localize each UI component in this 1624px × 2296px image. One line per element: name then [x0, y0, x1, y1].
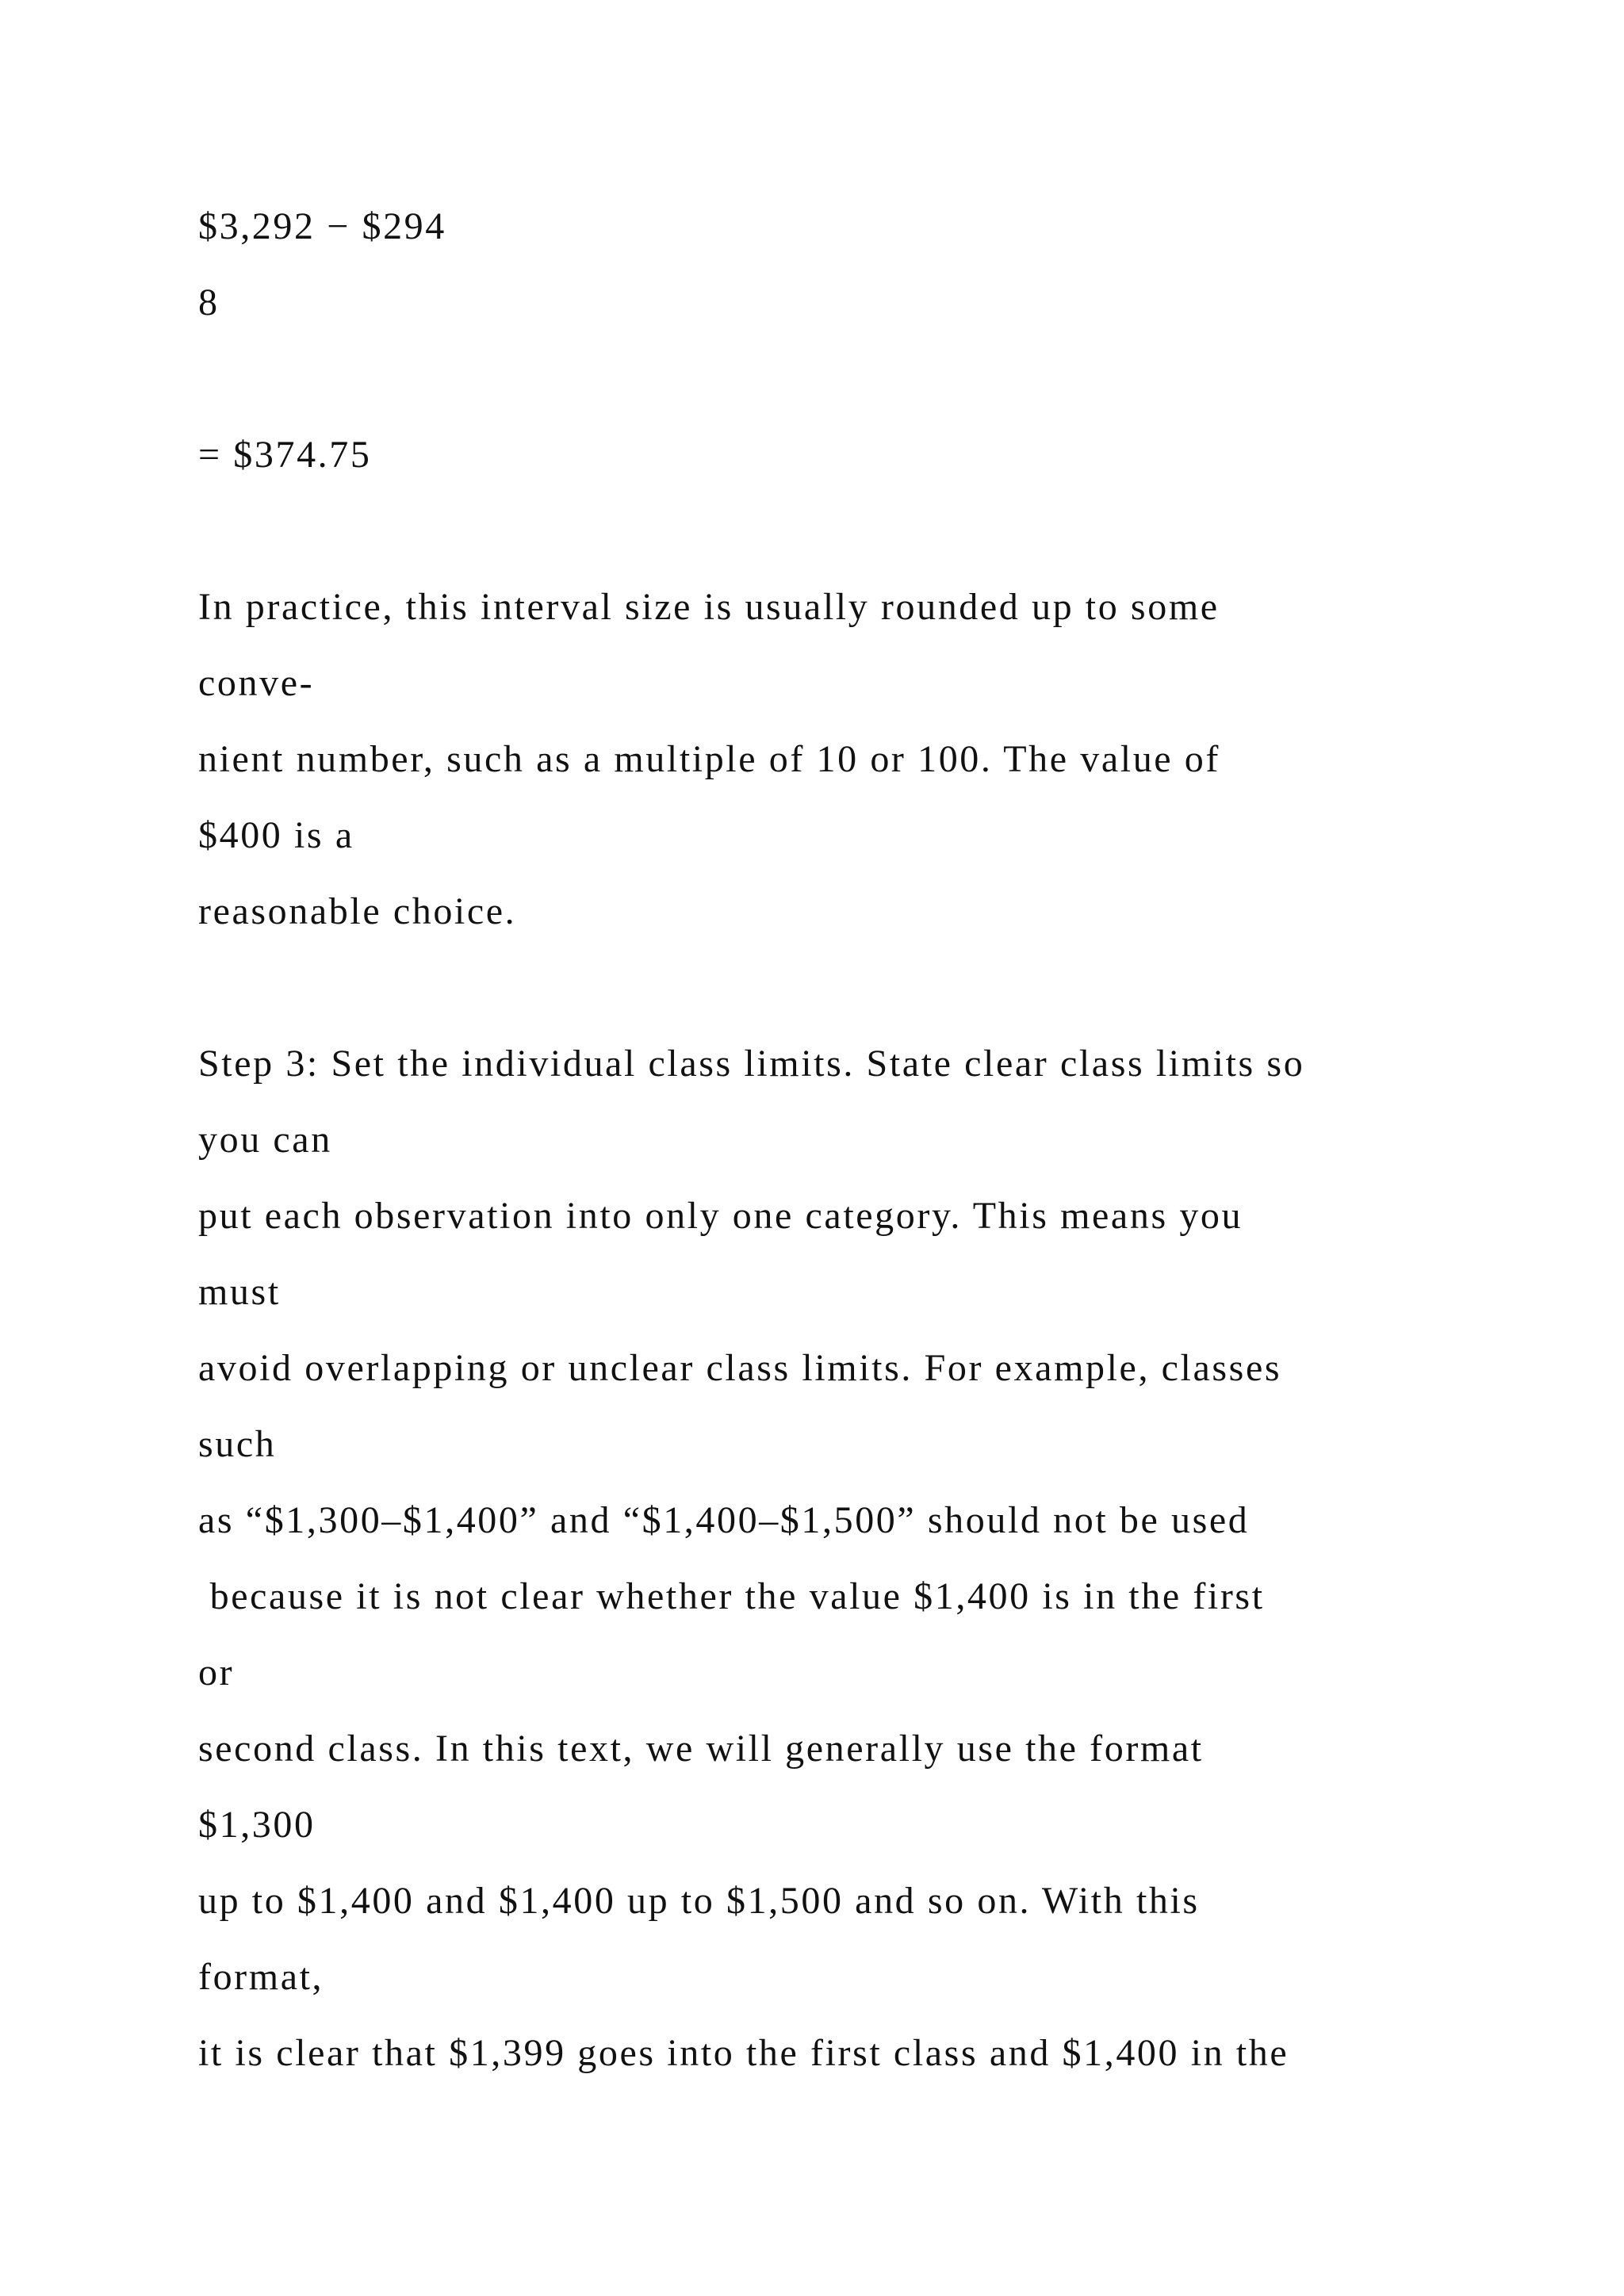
text-line: In practice, this interval size is usually rounded up to some	[198, 586, 1220, 628]
blank-line	[198, 493, 1546, 569]
text-line: up to $1,400 and $1,400 up to $1,500 and so on. With this	[198, 1880, 1200, 1922]
text-line: because it is not clear whether the value $1,400 is in the first	[198, 1575, 1265, 1617]
text-line: you can	[198, 1119, 332, 1161]
blank-line	[198, 341, 1546, 417]
text-line: $1,300	[198, 1804, 316, 1846]
text-line: Step 3: Set the individual class limits. State clear class limits so	[198, 1043, 1305, 1085]
text-line: 8	[198, 281, 220, 323]
text-line: conve-	[198, 662, 315, 704]
blank-line	[198, 950, 1546, 1026]
text-line: = $374.75	[198, 434, 372, 476]
text-line: second class. In this text, we will generally use the format	[198, 1728, 1204, 1770]
text-line: put each observation into only one category. This means you	[198, 1195, 1243, 1237]
text-line: $400 is a	[198, 814, 354, 856]
text-line: $3,292 − $294	[198, 205, 446, 247]
text-line: such	[198, 1423, 277, 1465]
text-line: it is clear that $1,399 goes into the first class and $1,400 in the	[198, 2032, 1289, 2074]
text-line: nient number, such as a multiple of 10 or 100. The value of	[198, 738, 1220, 780]
text-line: avoid overlapping or unclear class limits. For example, classes	[198, 1347, 1282, 1389]
text-line: or	[198, 1651, 235, 1693]
text-line: as “$1,300–$1,400” and “$1,400–$1,500” should not be used	[198, 1499, 1250, 1541]
text-line: format,	[198, 1956, 324, 1998]
text-line: must	[198, 1271, 281, 1313]
document-body	[198, 189, 1546, 2091]
text-line: reasonable choice.	[198, 890, 517, 932]
